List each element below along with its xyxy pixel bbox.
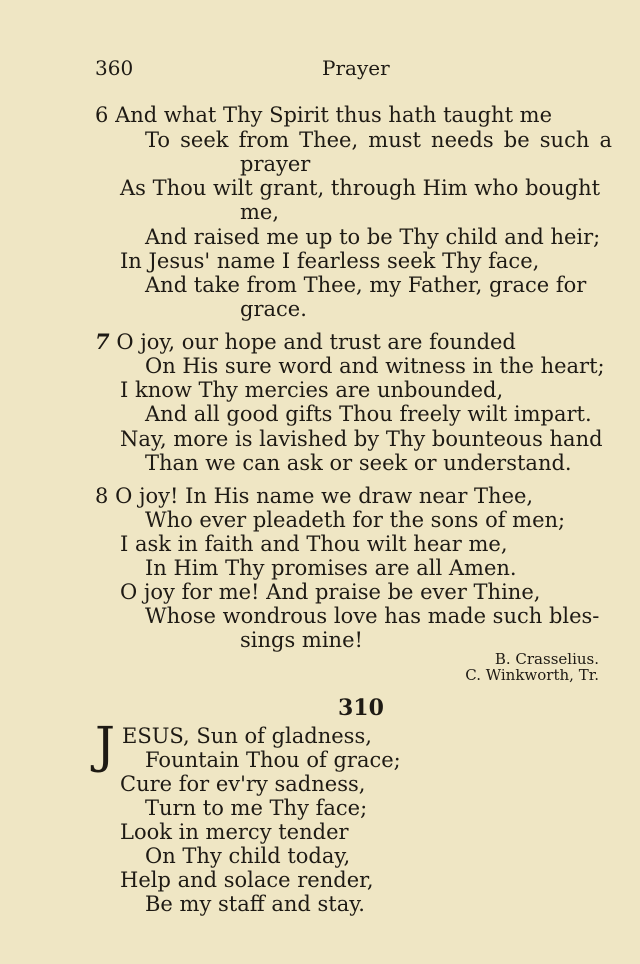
verse-line-text: And what Thy Spirit thus hath taught me bbox=[115, 103, 553, 127]
verse-line: Who ever pleadeth for the sons of men; bbox=[145, 508, 566, 532]
verse-line: I ask in faith and Thou wilt hear me, bbox=[120, 532, 508, 556]
verse-line: In Jesus' name I fearless seek Thy face, bbox=[120, 249, 540, 273]
verse-line: And raised me up to be Thy child and heir; bbox=[145, 225, 601, 249]
verse-6-line bbox=[95, 103, 552, 127]
verse-number: 7 bbox=[95, 329, 110, 354]
verse-line: On His sure word and witness in the heart; bbox=[145, 354, 605, 378]
hymn-line: Be my staff and stay. bbox=[145, 892, 365, 916]
verse-line: I know Thy mercies are unbounded, bbox=[120, 378, 504, 402]
hymn-line: Cure for ev'ry sadness, bbox=[120, 772, 366, 796]
verse-line: Nay, more is lavished by Thy bounteous hand bbox=[120, 427, 603, 451]
hymn-line: On Thy child today, bbox=[145, 844, 351, 868]
verse-line: And take from Thee, my Father, grace for bbox=[145, 273, 587, 297]
drop-cap: J bbox=[95, 716, 116, 774]
verse-line: And all good gifts Thou freely wilt impart. bbox=[145, 402, 592, 426]
hymn-line: Turn to me Thy face; bbox=[145, 796, 368, 820]
verse-line-text: O joy! In His name we draw near Thee, bbox=[115, 484, 534, 508]
verse-line: O joy for me! And praise be ever Thine, bbox=[120, 580, 541, 604]
hymn-line: Fountain Thou of grace; bbox=[145, 748, 401, 772]
hymn-number: 310 bbox=[338, 695, 384, 721]
verse-line: Whose wondrous love has made such bles- bbox=[145, 604, 600, 628]
verse-line: In Him Thy promises are all Amen. bbox=[145, 556, 517, 580]
hymn-line: ESUS, Sun of gladness, bbox=[122, 724, 372, 748]
verse-number: 6 bbox=[95, 103, 109, 127]
verse-line: As Thou wilt grant, through Him who bought bbox=[120, 176, 601, 200]
section-title: Prayer bbox=[322, 56, 390, 80]
hymn-line: Look in mercy tender bbox=[120, 820, 349, 844]
hymn-line: Help and solace render, bbox=[120, 868, 374, 892]
verse-line: To seek from Thee, must needs be such a bbox=[145, 128, 612, 152]
verse-number: 8 bbox=[95, 484, 109, 508]
verse-7-line bbox=[95, 330, 516, 354]
verse-line: Than we can ask or seek or understand. bbox=[145, 451, 572, 475]
verse-line-text: O joy, our hope and trust are founded bbox=[116, 330, 516, 354]
page-number: 360 bbox=[95, 56, 134, 80]
verse-line: sings mine! bbox=[240, 628, 363, 652]
verse-line: grace. bbox=[240, 297, 307, 321]
verse-line: me, bbox=[240, 200, 280, 224]
translator-attribution: C. Winkworth, Tr. bbox=[465, 666, 599, 684]
verse-line: prayer bbox=[240, 152, 311, 176]
verse-8-line bbox=[95, 484, 533, 508]
author-attribution: B. Crasselius. bbox=[494, 650, 599, 668]
